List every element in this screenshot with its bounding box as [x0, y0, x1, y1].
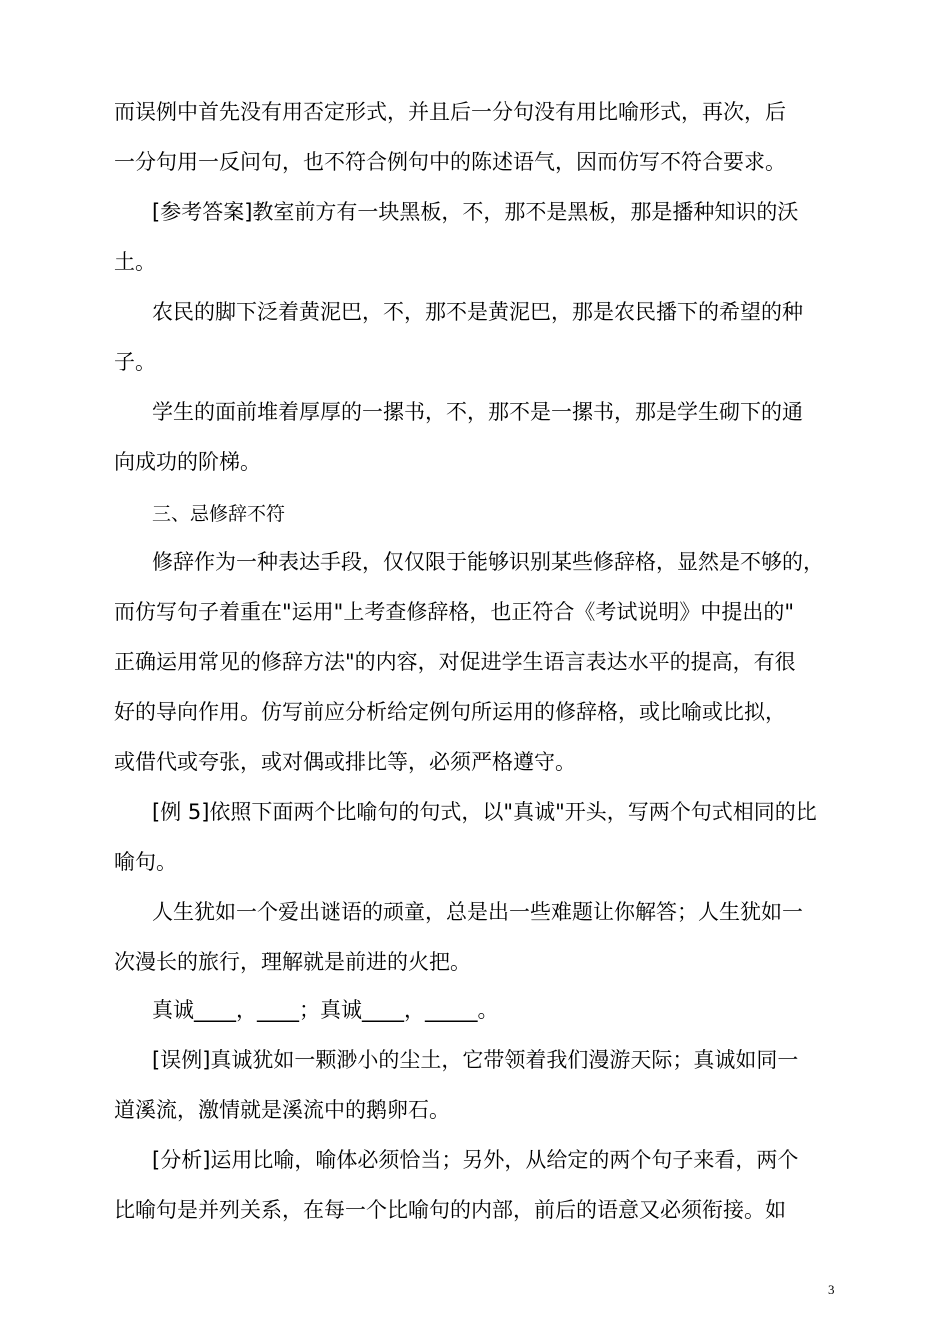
text-line: 子。 — [114, 350, 156, 374]
text-line: [分析]运用比喻，喻体必须恰当；另外，从给定的两个句子来看，两个 — [152, 1148, 799, 1172]
page-number: 3 — [828, 1282, 835, 1297]
text-line: 学生的面前堆着厚厚的一摞书，不，那不是一摞书，那是学生砌下的通 — [152, 400, 803, 424]
text-line: [参考答案]教室前方有一块黑板，不，那不是黑板，那是播种知识的沃 — [152, 200, 799, 224]
text-line: 喻句。 — [114, 850, 177, 874]
section-heading: 三、忌修辞不符 — [152, 503, 286, 525]
text-line: 人生犹如一个爱出谜语的顽童，总是出一些难题让你解答；人生犹如一 — [152, 900, 803, 924]
text-line: 土。 — [114, 250, 156, 274]
text-line: [例 5]依照下面两个比喻句的句式，以"真诚"开头，写两个句式相同的比 — [152, 800, 817, 824]
text-line: 道溪流，激情就是溪流中的鹅卵石。 — [114, 1098, 450, 1122]
text-line: 好的导向作用。仿写前应分析给定例句所运用的修辞格，或比喻或比拟， — [114, 700, 786, 724]
text-line: 比喻句是并列关系，在每一个比喻句的内部，前后的语意又必须衔接。如 — [114, 1198, 786, 1222]
text-line: 真诚____，____；真诚____，_____。 — [152, 998, 499, 1022]
text-line: 向成功的阶梯。 — [114, 450, 261, 474]
text-line: 或借代或夸张，或对偶或排比等，必须严格遵守。 — [114, 750, 576, 774]
text-line: 而仿写句子着重在"运用"上考查修辞格，也正符合《考试说明》中提出的" — [114, 600, 794, 624]
text-line: [误例]真诚犹如一颗渺小的尘土，它带领着我们漫游天际；真诚如同一 — [152, 1048, 799, 1072]
text-line: 一分句用一反问句，也不符合例句中的陈述语气，因而仿写不符合要求。 — [114, 150, 786, 174]
text-line: 正确运用常见的修辞方法"的内容，对促进学生语言表达水平的提高，有很 — [114, 650, 796, 674]
text-line: 次漫长的旅行，理解就是前进的火把。 — [114, 950, 471, 974]
text-line: 农民的脚下泛着黄泥巴，不，那不是黄泥巴，那是农民播下的希望的种 — [152, 300, 803, 324]
text-line: 修辞作为一种表达手段，仅仅限于能够识别某些修辞格，显然是不够的， — [152, 550, 824, 574]
text-line: 而误例中首先没有用否定形式，并且后一分句没有用比喻形式，再次，后 — [114, 100, 786, 124]
